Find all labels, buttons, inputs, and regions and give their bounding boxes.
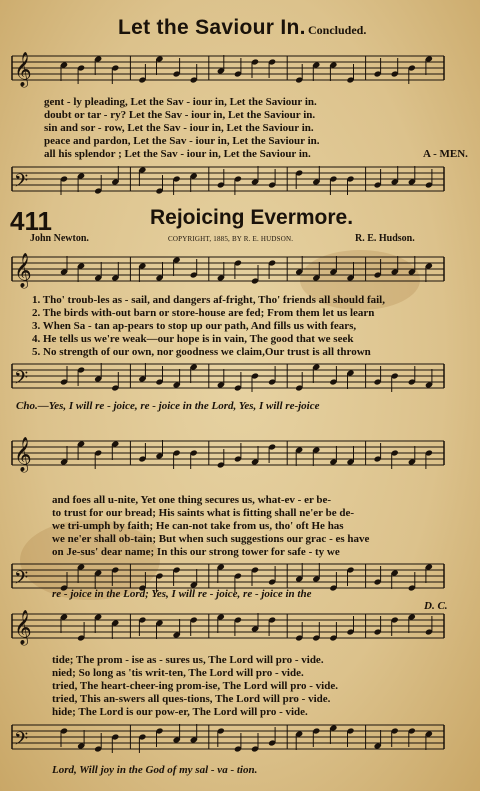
treble-staff-2 [0, 244, 480, 298]
treble-clef-icon: 𝄞 [14, 52, 32, 87]
bass-staff-1 [0, 158, 480, 204]
verse-line: 3. When Sa - tan ap-pears to stop up our path, And fills us with fears, [32, 320, 357, 332]
verse-line: tried, The heart-cheer-ing prom-ise, The Lord will pro - vide. [52, 680, 338, 692]
verse-line: 2. The birds with-out barn or store-house are fed; From them let us learn [32, 307, 375, 319]
hymn-number: 411 [10, 206, 52, 236]
hymn-title: Rejoicing Evermore. [150, 206, 354, 229]
treble-staff-3 [0, 414, 480, 496]
treble-clef-icon: 𝄞 [14, 437, 32, 472]
verse-line: nied; So long as 'tis writ-ten, The Lord will pro - vide. [52, 667, 304, 679]
verse-line: gent - ly pleading, Let the Sav - iour in, Let the Saviour in. [44, 96, 317, 108]
verse-line: tried, This an-swers all ques-tions, The Lord will pro - vide. [52, 693, 331, 705]
verse-line: peace and pardon, Let the Sav - iour in, Let the Saviour in. [44, 135, 320, 147]
verse-line: 1. Tho' troub-les as - sail, and dangers af-fright, Tho' friends all should fail, [32, 294, 385, 306]
verse-line: and foes all u-nite, Yet one thing secures us, what-ev - er be- [52, 494, 332, 506]
verse-line: tide; The prom - ise as - sures us, The Lord will pro - vide. [52, 654, 324, 666]
verse-line: on Je-sus' dear name; In this our strong tower for safe - ty we [52, 546, 340, 558]
dc-marking: D. C. [424, 600, 448, 612]
author-credit: John Newton. [30, 233, 89, 244]
bass-clef-icon: 𝄢 [14, 729, 29, 754]
verse-line: sin and sor - row, Let the Sav - iour in, Let the Saviour in. [44, 122, 314, 134]
verse-line: 5. No strength of our own, nor goodness we claim,Our trust is all thrown [32, 346, 371, 358]
composer-credit: R. E. Hudson. [355, 233, 415, 244]
copyright-line: COPYRIGHT, 1885, BY R. E. HUDSON. [168, 235, 294, 243]
amen-text: A - MEN. [423, 148, 468, 160]
chorus-line: Cho.—Yes, I will re - joice, re - joice in the Lord, Yes, I will re-joice [16, 400, 320, 412]
bass-clef-icon: 𝄢 [14, 568, 29, 593]
treble-clef-icon: 𝄞 [14, 610, 32, 645]
verse-line: we ne'er shall ob-tain; But when such suggestions our grac - es have [52, 533, 370, 545]
verse-line: hide; The Lord is our pow-er, The Lord will pro - vide. [52, 706, 308, 718]
verse-line: 4. He tells us we're weak—our hope is in vain, The good that we seek [32, 333, 354, 345]
bass-clef-icon: 𝄢 [14, 368, 29, 393]
verse-line: we tri-umph by faith; He can-not take from us, tho' oft He has [52, 520, 344, 532]
chorus-line: Lord, Will joy in the God of my sal - va - tion. [52, 764, 258, 776]
concluded-label: Concluded. [308, 23, 367, 37]
chorus-line: re - joice in the Lord; Yes, I will re - joice, re - joice in the [52, 588, 312, 600]
hymn-concluded-title: Let the Saviour In. [118, 16, 306, 39]
verse-line: all his splendor ; Let the Sav - iour in, Let the Saviour in. [44, 148, 311, 160]
bass-staff-4 [0, 716, 480, 762]
treble-clef-icon: 𝄞 [14, 253, 32, 288]
treble-staff-4 [0, 602, 480, 654]
bass-staff-2 [0, 356, 480, 400]
verse-line: doubt or tar - ry? Let the Sav - iour in, Let the Saviour in. [44, 109, 316, 121]
bass-clef-icon: 𝄢 [14, 171, 29, 196]
treble-staff-1 [0, 40, 480, 100]
verse-line: to trust for our bread; His saints what is fitting shall ne'er be de- [52, 507, 355, 519]
